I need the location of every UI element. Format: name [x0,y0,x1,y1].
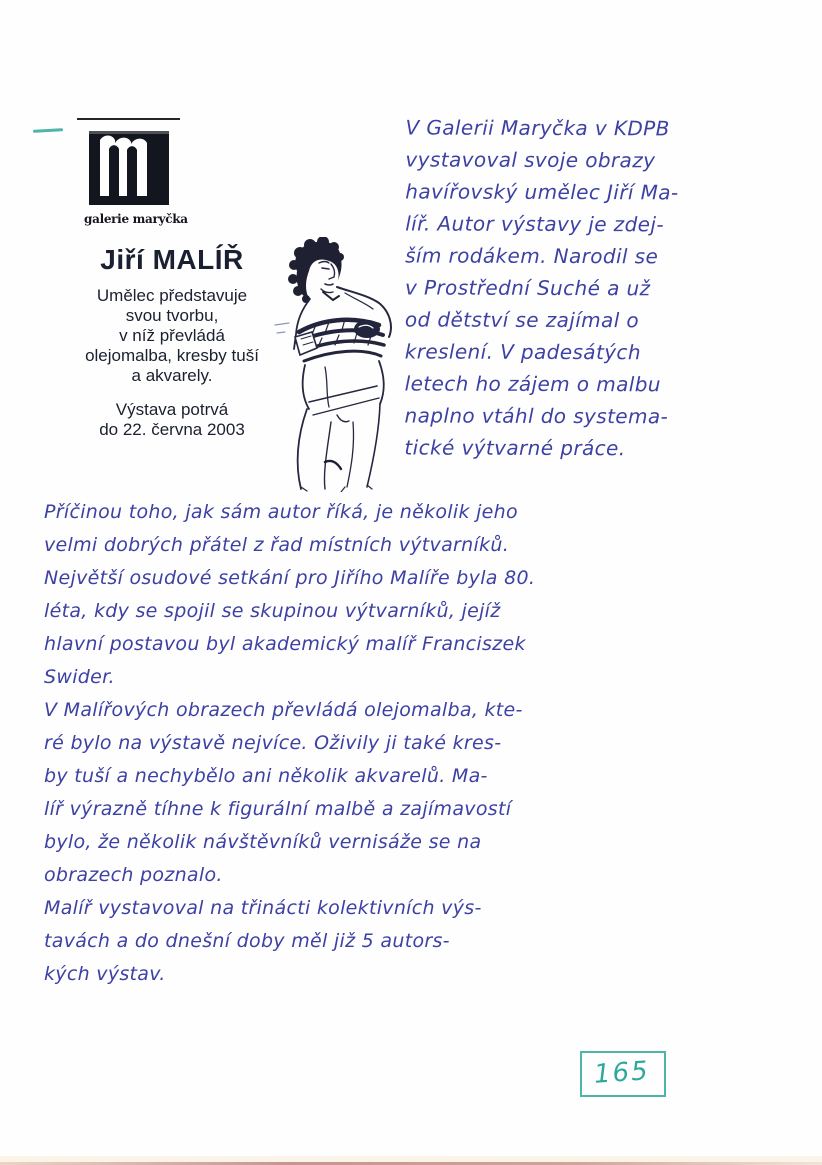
handwritten-note-body [44,496,629,991]
handwritten-line: by tuší a nechybělo ani několik akvarelů. Ma- [44,765,488,787]
handwritten-line: léta, kdy se spojil se skupinou výtvarníků, jejíž [44,600,501,622]
handwritten-note-right [404,111,725,464]
page-number-box [580,1051,666,1097]
handwritten-line: tavách a do dnešní doby měl již 5 autors- [44,930,450,952]
handwritten-line: vystavoval svoje obrazy [405,147,656,173]
handwritten-line: Příčinou toho, jak sám autor říká, je několik jeho [44,501,518,523]
handwritten-line: líř. Autor výstavy je zdej- [405,211,665,237]
date-line: Výstava potrvá [115,400,229,419]
handwritten-line: velmi dobrých přátel z řad místních výtvarníků. [44,534,510,556]
gallery-logo-caption: galerie maryčka [84,212,188,226]
handwritten-line: líř výrazně tíhne k figurální malbě a zajímavostí [44,798,512,820]
handwritten-line: od dětství se zajímal o [404,307,640,333]
handwritten-line: kreslení. V padesátých [404,339,641,365]
handwritten-line: Malíř vystavoval na třinácti kolektivních výs- [44,897,482,919]
handwritten-line: V Malířových obrazech převládá olejomalba, kte- [44,699,523,721]
handwritten-line: havířovský umělec Jiří Ma- [405,179,679,205]
handwritten-line: naplno vtáhl do systema- [404,403,669,429]
subtitle-line: olejomalba, kresby tuší [85,346,259,365]
handwritten-line: tické výtvarné práce. [404,435,626,461]
handwritten-line: v Prostřední Suché a už [404,275,651,301]
handwritten-line: hlavní postavou byl akademický malíř Franciszek [44,633,526,655]
flyer-text-block [58,244,286,440]
subtitle-line: v níž převládá [119,326,225,345]
handwritten-line: ším rodákem. Narodil se [405,243,659,269]
exhibition-title: Jiří MALÍŘ [100,244,244,275]
subtitle-line: svou tvorbu, [125,306,219,325]
handwritten-line: bylo, že několik návštěvníků vernisáže se na [44,831,482,853]
faint-signature-mark [275,323,289,333]
handwritten-line: letech ho zájem o malbu [404,371,661,397]
nude-figure-ink-sketch [267,237,422,492]
handwritten-line: kých výstav. [44,963,166,985]
handwritten-line: V Galerii Maryčka v KDPB [405,115,670,141]
date-line: do 22. června 2003 [99,420,245,439]
gallery-logo [84,130,188,226]
handwritten-line: Swider. [44,666,115,688]
exhibition-subtitle [58,286,286,386]
flyer-top-rule [77,118,180,120]
handwritten-line: ré bylo na výstavě nejvíce. Oživily ji také kres- [44,732,502,754]
subtitle-line: a akvarely. [131,366,213,385]
handwritten-line: Největší osudové setkání pro Jiřího Malíře byla 80. [44,567,536,589]
handwritten-line: obrazech poznalo. [44,864,223,886]
galerie-marycka-m-icon [88,130,170,206]
teal-ink-dash [33,128,63,133]
page-number: 165 [593,1056,651,1090]
subtitle-line: Umělec představuje [96,286,248,305]
exhibition-dates [58,400,286,440]
